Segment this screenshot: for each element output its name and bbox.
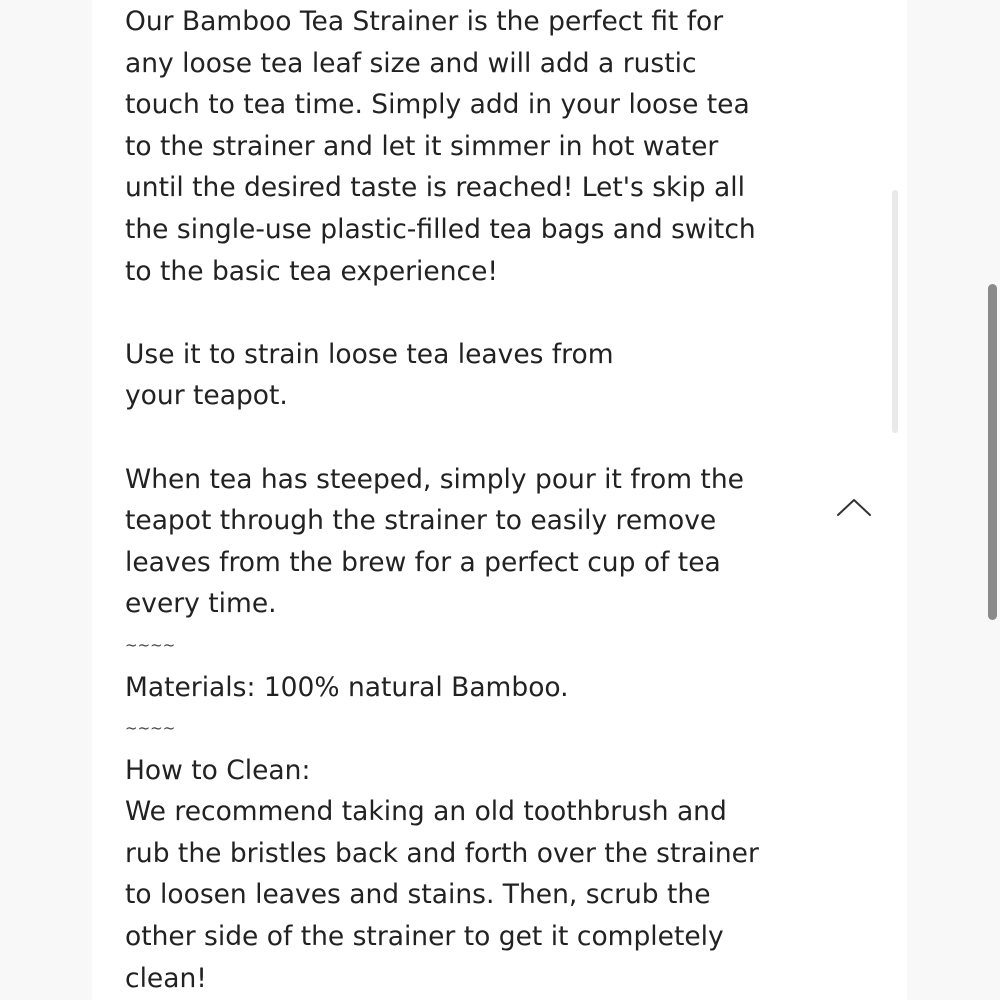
description-line: Use it to strain loose tea leaves from	[125, 338, 614, 370]
description-line: Our Bamboo Tea Strainer is the perfect fit for	[125, 6, 724, 37]
paragraph-spacer	[125, 417, 815, 459]
description-line: every time.	[125, 588, 277, 620]
description-line: to the strainer and let it simmer in hot water	[125, 130, 719, 162]
tilde-divider: ~~~~	[125, 635, 176, 654]
description-line: the single-use plastic-filled tea bags and switch	[125, 213, 756, 245]
page-scrollbar[interactable]	[988, 284, 997, 620]
description-scrollbar[interactable]	[892, 190, 898, 433]
description-line: until the desired taste is reached! Let's skip all	[125, 172, 745, 204]
chevron-up-icon[interactable]	[834, 493, 874, 521]
description-line: teapot through the strainer to easily remove	[125, 505, 717, 537]
item-description	[125, 1, 815, 999]
description-line: other side of the strainer to get it completely	[125, 921, 724, 953]
description-line: rub the bristles back and forth over the strainer	[125, 837, 759, 869]
description-line: clean!	[125, 962, 207, 994]
description-line: We recommend taking an old toothbrush and	[125, 796, 727, 828]
description-line: to loosen leaves and stains. Then, scrub the	[125, 879, 711, 911]
tilde-divider: ~~~~	[125, 719, 176, 738]
description-line: touch to tea time. Simply add in your loose tea	[125, 89, 750, 121]
description-line: your teapot.	[125, 380, 288, 412]
description-line: to the basic tea experience!	[125, 255, 499, 287]
paragraph-spacer	[125, 292, 815, 334]
description-line: any loose tea leaf size and will add a rustic	[125, 47, 697, 79]
description-line: leaves from the brew for a perfect cup of tea	[125, 546, 721, 578]
materials-line: Materials: 100% natural Bamboo.	[125, 671, 569, 703]
clean-heading: How to Clean:	[125, 754, 311, 786]
description-line: When tea has steeped, simply pour it from the	[125, 463, 744, 495]
